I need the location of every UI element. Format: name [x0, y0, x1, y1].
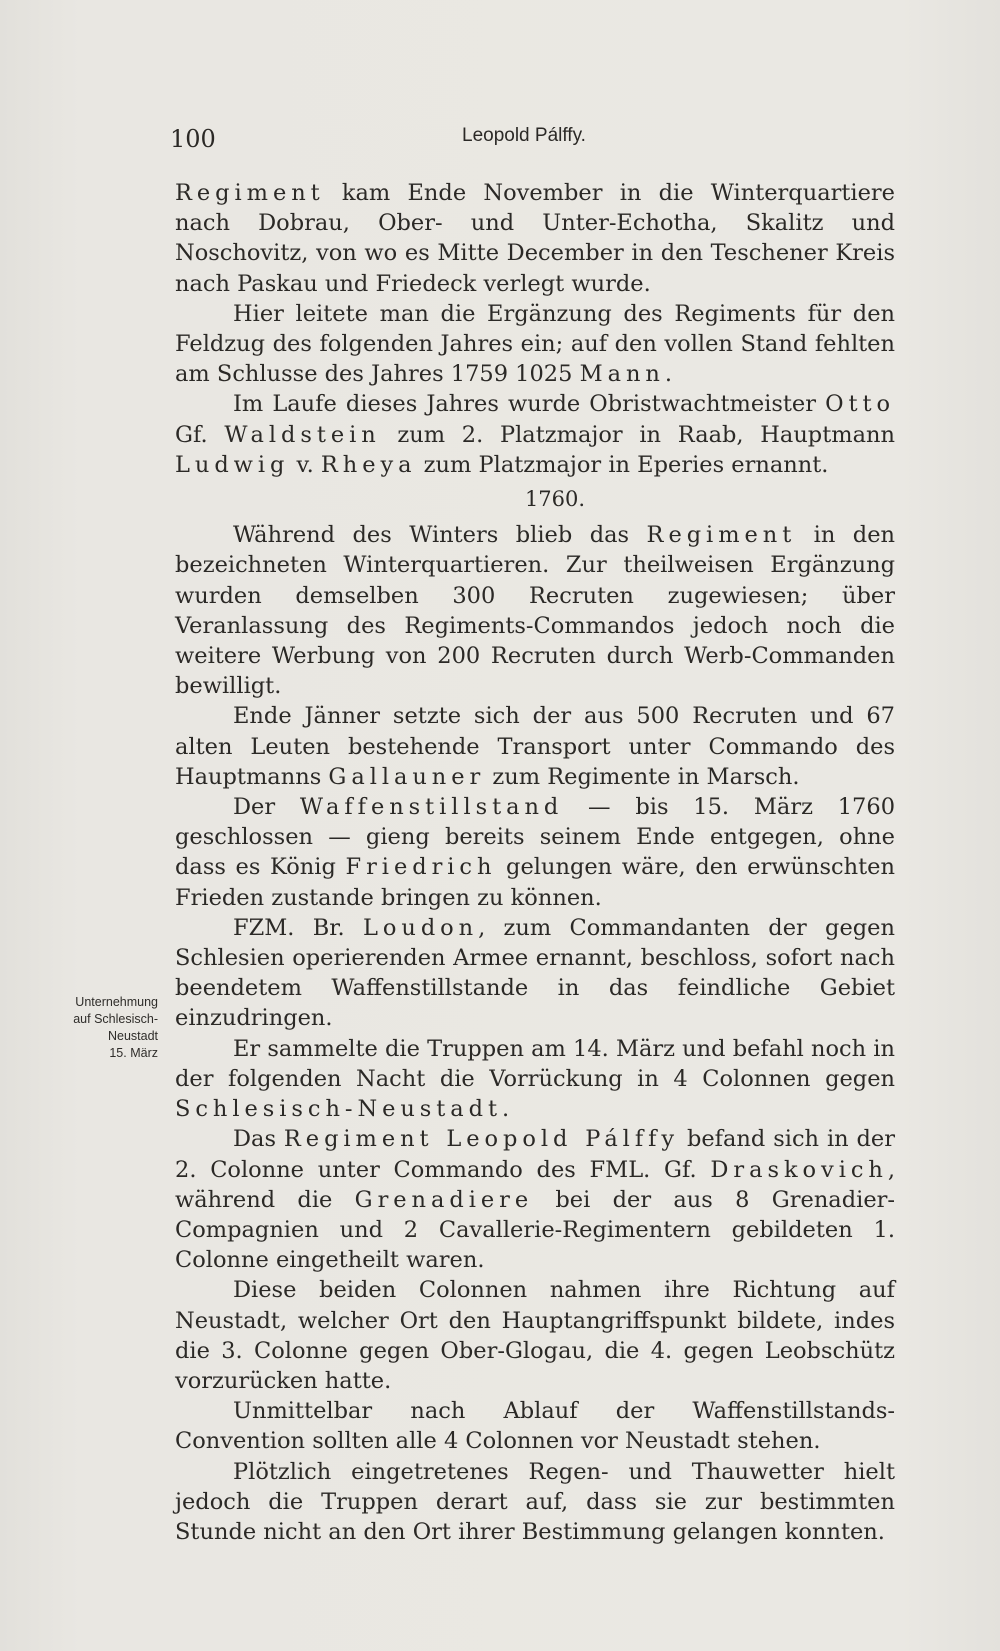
paragraph — [175, 1034, 895, 1125]
text-run: zum Regimente in Marsch. — [485, 763, 800, 790]
spaced-emphasis-text: Waldstein — [224, 421, 381, 448]
spaced-emphasis-text: Ludwig — [175, 451, 290, 478]
text-run: Plötzlich eingetretenes Regen- und Thauwetter hielt jedoch die Truppen derart auf, dass sie zur bestimmten Stunde nicht an den Ort ihrer Bestimmung gelangen konnten. — [175, 1458, 895, 1545]
spaced-emphasis-text: Regiment — [175, 180, 325, 206]
spaced-emphasis-text: Draskovich — [710, 1156, 888, 1183]
text-run: gelungen wäre, den erwünschten Frieden zustande bringen zu können. — [175, 854, 895, 911]
running-head: Leopold Pálffy. — [462, 125, 586, 146]
text-run: Hier leitete man die Ergänzung des Regiments für den Feldzug des folgenden Jahres ein; auf den vollen Stand fehlten am Schlusse des Jahres 1759 1025 — [175, 300, 895, 388]
paragraph — [175, 1124, 895, 1275]
text-run: Er sammelte die Truppen am 14. März und befahl noch in der folgenden Nacht die Vorrückung in 4 Colonnen gegen — [175, 1035, 895, 1092]
spaced-emphasis-text: Mann. — [579, 361, 677, 388]
text-run: Unmittelbar nach Ablauf der Waffenstillstands-Convention sollten alle 4 Colonnen vor Neustadt stehen. — [175, 1398, 895, 1455]
paragraph — [175, 792, 895, 913]
text-run: Das — [233, 1126, 284, 1153]
spaced-emphasis-text: Regiment Leopold Pálffy — [283, 1126, 680, 1153]
text-run: bei der aus 8 Grenadier-Compagnien und 2 Cavallerie-Regimentern gebildeten 1. Colonne eingetheilt waren. — [175, 1186, 895, 1274]
text-run: zum 2. Platzmajor in Raab, Hauptmann — [380, 421, 895, 448]
page-header — [170, 125, 880, 159]
spaced-emphasis-text: Gallauner — [328, 763, 486, 790]
margin-note-line: Unternehmung — [75, 995, 158, 1009]
paragraph — [175, 299, 895, 390]
spaced-emphasis-text: Otto — [825, 391, 895, 418]
body-text — [175, 178, 895, 1547]
paragraph — [175, 1275, 895, 1396]
paragraph — [175, 1457, 895, 1548]
text-run: Im Laufe dieses Jahres wurde Obristwachtmeister — [233, 391, 826, 418]
spaced-emphasis-text: Rheya — [320, 451, 417, 478]
text-run: Ende Jänner setzte sich der aus 500 Recruten und 67 alten Leuten bestehende Transport unter Commando des Hauptmanns — [175, 703, 895, 790]
spaced-emphasis-text: Friedrich — [345, 854, 497, 881]
text-run: — bis 15. März 1760 geschlossen — gieng bereits seinem Ende entgegen, ohne dass es König — [175, 794, 896, 881]
year-heading: 1760. — [524, 487, 586, 512]
margin-note — [66, 994, 158, 1062]
spaced-emphasis-text: Regiment — [646, 522, 797, 549]
spaced-emphasis-text: Loudon — [362, 914, 479, 941]
spaced-emphasis-text: Grenadiere — [354, 1186, 534, 1213]
text-run: FZM. Br. — [233, 914, 363, 941]
text-run: kam Ende November in die Winterquartiere nach Dobrau, Ober- und Unter-Echotha, Skalitz und Noschovitz, von wo es Mitte December in den Teschener Kreis nach Paskau und Friedeck verlegt wurde. — [175, 180, 895, 297]
page-number: 100 — [170, 125, 216, 153]
text-run: Der — [233, 794, 300, 821]
margin-note-line: 15. März — [109, 1046, 158, 1060]
text-run: v. — [289, 451, 321, 478]
spaced-emphasis-text: Schlesisch-Neustadt. — [175, 1096, 515, 1123]
text-run: , zum Commandanten der gegen Schlesien operierenden Armee ernannt, beschloss, sofort nach beendetem Waffenstillstande in das feindliche Gebiet einzudringen. — [175, 914, 895, 1032]
margin-note-line: Neustadt — [107, 1029, 158, 1043]
paragraph — [175, 1396, 895, 1456]
paragraph — [175, 701, 895, 792]
text-run: Während des Winters blieb das — [233, 522, 647, 549]
paragraph — [175, 178, 895, 299]
text-run: in den bezeichneten Winterquartieren. Zur theilweisen Ergänzung wurden demselben 300 Recruten zugewiesen; über Veranlassung des Regiments-Commandos jedoch noch die weitere Werbung von 200 Recruten durch Werb-Commanden bewilligt. — [175, 522, 895, 700]
text-run: Gf. — [175, 421, 225, 448]
paragraph — [175, 389, 895, 480]
text-run: befand sich in der 2. Colonne unter Commando des FML. Gf. — [175, 1126, 896, 1183]
paragraph — [175, 913, 895, 1034]
spaced-emphasis-text: Waffenstillstand — [299, 794, 564, 821]
text-run: zum Platzmajor in Eperies ernannt. — [416, 451, 829, 478]
text-run: Diese beiden Colonnen nahmen ihre Richtung auf Neustadt, welcher Ort den Hauptangriffspunkt bildete, indes die 3. Colonne gegen Ober-Glogau, die 4. gegen Leobschütz vorzurücken hatte. — [175, 1277, 895, 1394]
margin-note-line: auf Schlesisch- — [73, 1012, 158, 1026]
text-run: , während die — [175, 1156, 895, 1213]
paragraph — [175, 520, 895, 701]
